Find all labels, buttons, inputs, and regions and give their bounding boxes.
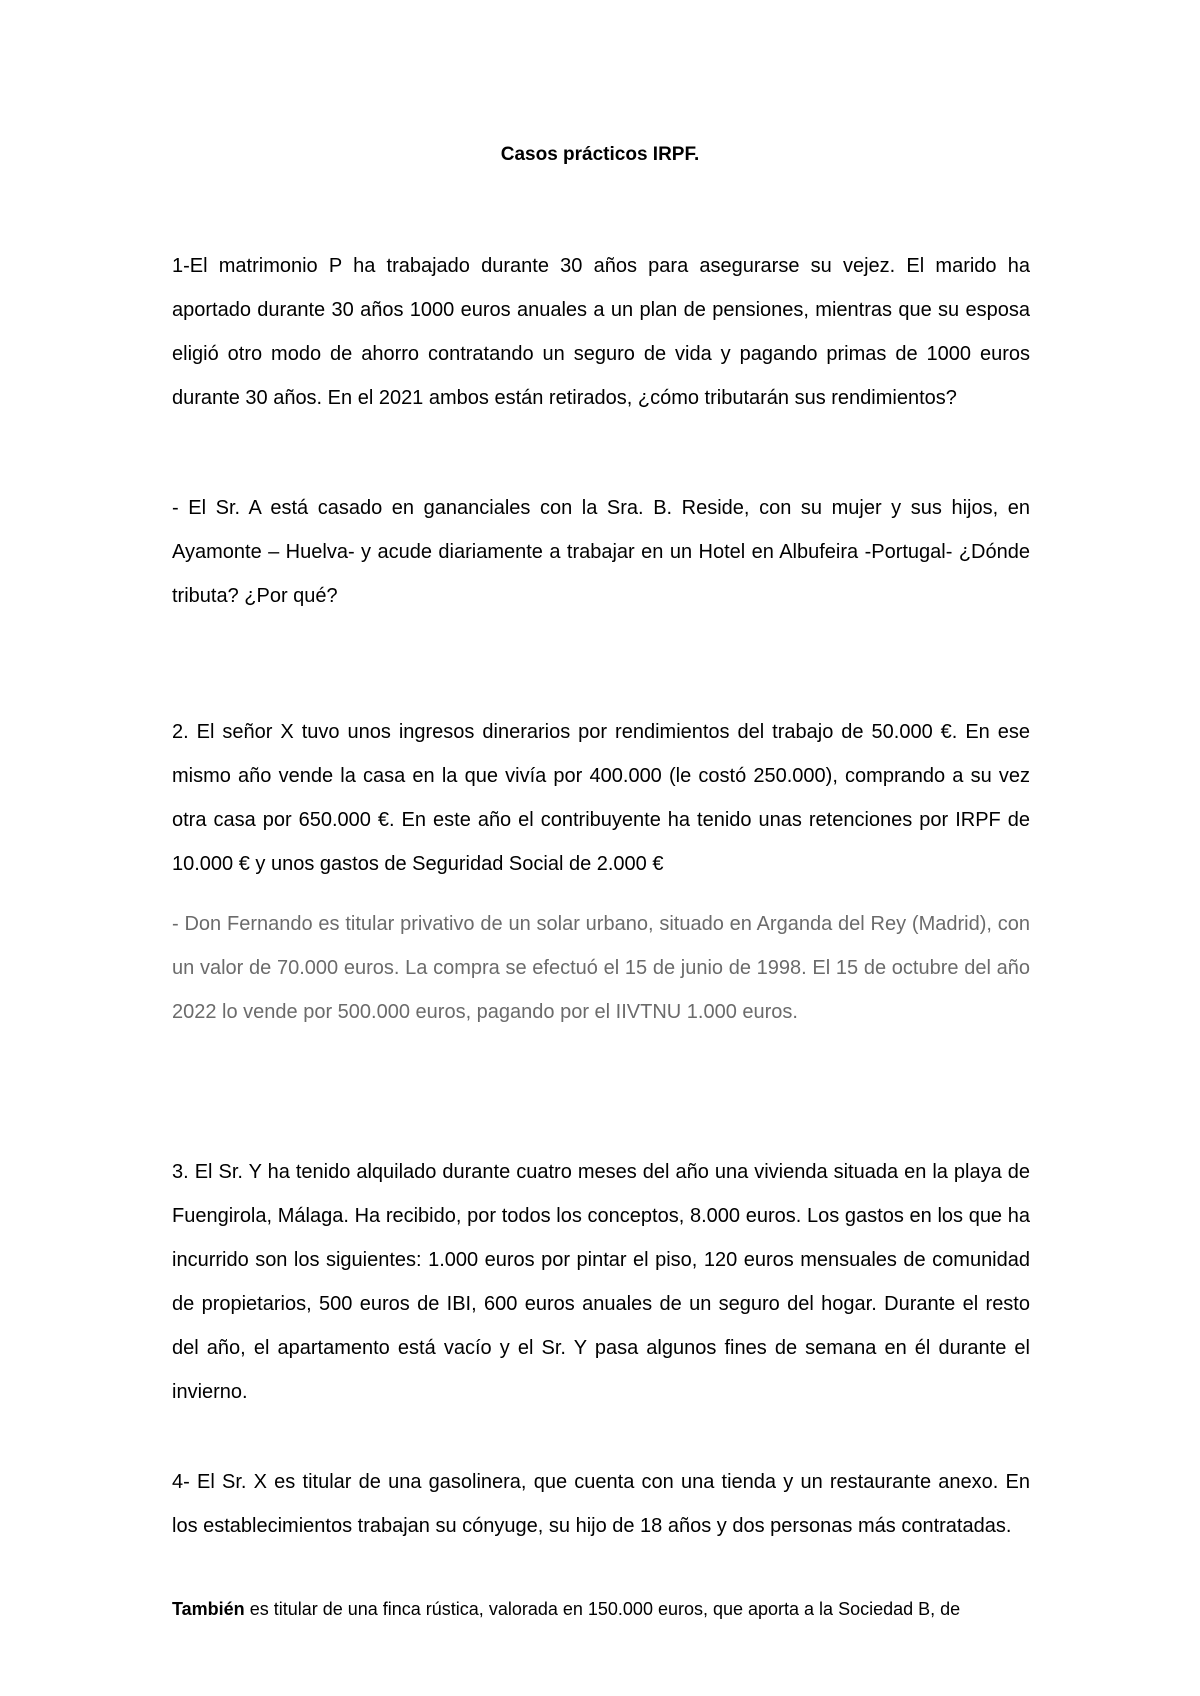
case-1b-paragraph: - El Sr. A está casado en gananciales con la Sra. B. Reside, con su mujer y sus hijos, en Ayamonte – Huelva- y acude diariamente a trabajar en un Hotel en Albufeira -Portugal- ¿Dónde tributa? ¿Por qué?	[172, 497, 1030, 607]
page-title: Casos prácticos IRPF.	[500, 144, 700, 165]
case-3-paragraph: 3. El Sr. Y ha tenido alquilado durante cuatro meses del año una vivienda situada en la playa de Fuengirola, Málaga. Ha recibido, por todos los conceptos, 8.000 euros. Los gastos en los que ha incurrido son los siguientes: 1.000 euros por pintar el piso, 120 euros mensuales de comunidad de propietarios, 500 euros de IBI, 600 euros anuales de un seguro del hogar. Durante el resto del año, el apartamento está vacío y el Sr. Y pasa algunos fines de semana en él durante el invierno.	[172, 1161, 1030, 1403]
case-2b-paragraph: - Don Fernando es titular privativo de un solar urbano, situado en Arganda del Rey (Madrid), con un valor de 70.000 euros. La compra se efectuó el 15 de junio de 1998. El 15 de octubre del año 2022 lo vende por 500.000 euros, pagando por el IIVTNU 1.000 euros.	[172, 913, 1030, 1023]
case-1-paragraph: 1-El matrimonio P ha trabajado durante 30 años para asegurarse su vejez. El marido ha aportado durante 30 años 1000 euros anuales a un plan de pensiones, mientras que su esposa eligió otro modo de ahorro contratando un seguro de vida y pagando primas de 1000 euros durante 30 años. En el 2021 ambos están retirados, ¿cómo tributarán sus rendimientos?	[172, 255, 1030, 409]
case-4b-lead: También	[172, 1599, 245, 1619]
case-2-paragraph: 2. El señor X tuvo unos ingresos dinerarios por rendimientos del trabajo de 50.000 €. En ese mismo año vende la casa en la que vivía por 400.000 (le costó 250.000), comprando a su vez otra casa por 650.000 €. En este año el contribuyente ha tenido unas retenciones por IRPF de 10.000 € y unos gastos de Seguridad Social de 2.000 €	[172, 721, 1030, 875]
case-4b-paragraph	[172, 1587, 1030, 1631]
case-4-paragraph: 4- El Sr. X es titular de una gasolinera, que cuenta con una tienda y un restaurante anexo. En los establecimientos trabajan su cónyuge, su hijo de 18 años y dos personas más contratadas.	[172, 1471, 1030, 1537]
case-4b-text: es titular de una finca rústica, valorada en 150.000 euros, que aporta a la Sociedad B, de	[244, 1599, 961, 1619]
